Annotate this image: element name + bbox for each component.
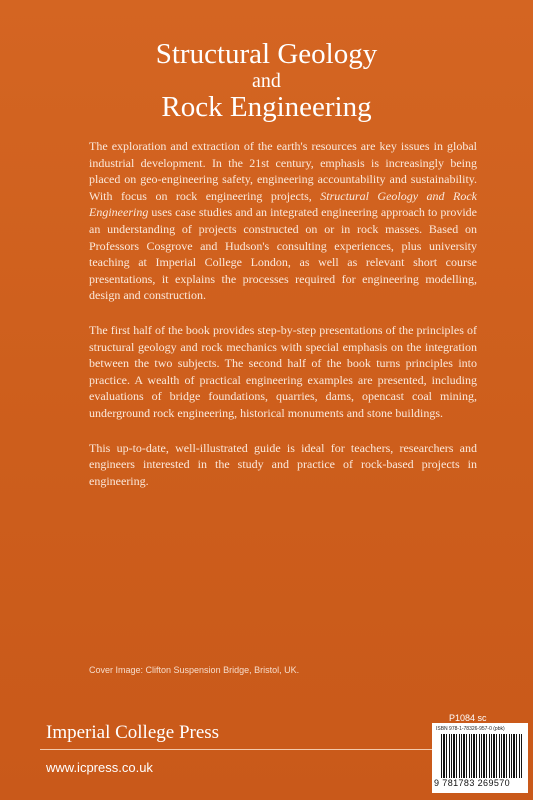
blurb-paragraph-2: The first half of the book provides step-by-step presentations of the principles of structural geology and rock mechanics with special emphasis on the integration between the two subjects. The second half of the book turns principles into practice. A wealth of practical engineering examples are presented, including evaluations of bridge foundations, quarries, dams, opencast coal mining, underground rock engineering, historical monuments and stone buildings. — [89, 322, 477, 420]
blurb-p1-italic-title: Structural Geology and Rock Engineering — [89, 188, 477, 220]
title-line-1: Structural Geology — [155, 38, 378, 70]
divider-line — [40, 749, 443, 750]
title-line-3: Rock Engineering — [161, 91, 372, 123]
blurb-paragraph-3: This up-to-date, well-illustrated guide is ideal for teachers, researchers and engineers interested in the study and practice of rock-based projects in engineering. — [89, 440, 477, 488]
book-blurb — [89, 138, 477, 507]
product-code: P1084 sc — [449, 713, 487, 723]
title-line-2: and — [252, 70, 281, 92]
cover-image-credit: Cover Image: Clifton Suspension Bridge, Bristol, UK. — [89, 665, 300, 675]
isbn-label: ISBN 978-1-78326-957-0 (pbk) — [436, 726, 505, 732]
publisher-name: Imperial College Press — [46, 722, 220, 743]
barcode — [432, 723, 528, 793]
book-title — [0, 40, 533, 122]
blurb-p1-text-b: uses case studies and an integrated engineering approach to provide an understanding of projects constructed on or in rock masses. Based on Professors Cosgrove and Hudson's consulting experiences, plus university teaching at Imperial College London, as well as relevant short course presentations, it explains the processes required for engineering modelling, design and construction. — [89, 205, 477, 303]
barcode-number: 9 781783 269570 — [434, 778, 511, 788]
blurb-paragraph-1 — [89, 138, 477, 304]
blurb-p1-text-a: The exploration and extraction of the earth's resources are key issues in global industrial development. In the 21st century, emphasis is increasingly being placed on geo-engineering safety, engineering accountability and sustainability. With focus on rock engineering projects, — [89, 139, 477, 203]
publisher-website: www.icpress.co.uk — [46, 760, 153, 775]
barcode-bars — [441, 734, 523, 778]
